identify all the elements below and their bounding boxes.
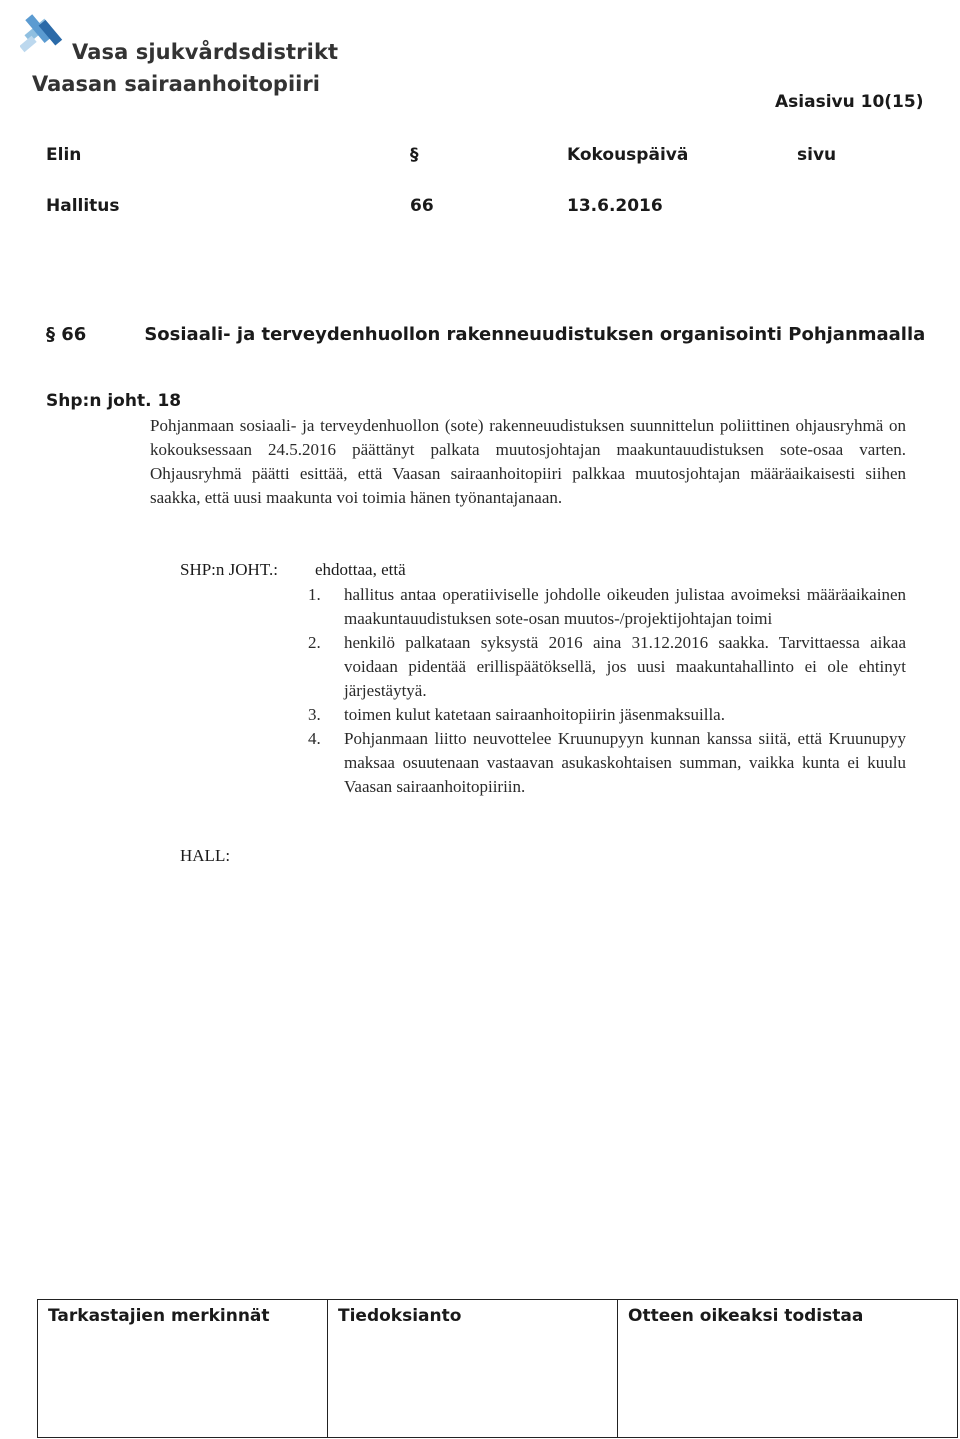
footer-cell-reviewers: Tarkastajien merkinnät xyxy=(38,1300,328,1437)
meta-header-section: § xyxy=(410,145,419,165)
proposal-list xyxy=(308,583,906,799)
list-item-number: 1. xyxy=(308,585,321,604)
list-item-number: 3. xyxy=(308,705,321,724)
list-item xyxy=(308,583,906,631)
section-heading xyxy=(46,324,925,345)
list-item-number: 4. xyxy=(308,729,321,748)
meta-value-section: 66 xyxy=(410,196,434,216)
proposal-intro: ehdottaa, että xyxy=(315,560,406,579)
decision-label: HALL: xyxy=(180,846,231,865)
list-item xyxy=(308,727,906,799)
meta-header-body: Elin xyxy=(46,145,82,165)
list-item-text: henkilö palkataan syksystä 2016 aina 31.12.2016 saakka. Tarvittaessa aikaa voidaan pidentää erillispäätöksellä, jos uusi maakuntahallinto ei ole ehtinyt järjestäytyä. xyxy=(344,633,906,700)
body-paragraph: Pohjanmaan sosiaali- ja terveydenhuollon (sote) rakenneuudistuksen suunnittelun poliittinen ohjausryhmä on kokouksessaan 24.5.2016 päättänyt palkata muutosjohtajan maakuntauudistuksen sote-osaa varten. Ohjausryhmä päätti esittää, että Vaasan sairaanhoitopiiri palkkaa muutosjohtajan määräaikaisesti siihen saakka, että uusi maakunta voi toimia hänen työnantajanaan. xyxy=(150,416,906,507)
footer-cell-certification: Otteen oikeaksi todistaa xyxy=(628,1306,864,1326)
proposal-label: SHP:n JOHT.: xyxy=(180,560,278,579)
section-number: § 66 xyxy=(46,324,87,345)
footer-table xyxy=(37,1299,958,1438)
list-item-text: hallitus antaa operatiiviselle johdolle oikeuden julistaa avoimeksi määräaikainen maakuntauudistuksen sote-osan muutos-/projektijohtajan toimi xyxy=(344,585,906,628)
list-item xyxy=(308,703,906,727)
list-item xyxy=(308,631,906,703)
logo-text-finnish: Vaasan sairaanhoitopiiri xyxy=(32,72,320,96)
list-item-text: toimen kulut katetaan sairaanhoitopiirin jäsenmaksuilla. xyxy=(344,705,725,724)
meta-value-body: Hallitus xyxy=(46,196,120,216)
logo-text-swedish: Vasa sjukvårdsdistrikt xyxy=(72,40,339,64)
hospital-district-logo-icon xyxy=(20,10,80,70)
meta-header-page: sivu xyxy=(797,145,837,165)
page-label: Asiasivu 10(15) xyxy=(775,92,924,112)
reference-label: Shp:n joht. 18 xyxy=(46,391,182,411)
section-title: Sosiaali- ja terveydenhuollon rakenneuudistuksen organisointi Pohjanmaalla xyxy=(144,324,926,345)
list-item-number: 2. xyxy=(308,633,321,652)
meta-header-date: Kokouspäivä xyxy=(567,145,689,165)
list-item-text: Pohjanmaan liitto neuvottelee Kruunupyyn kunnan kanssa siitä, että Kruunupyy maksaa osuutenaan vastaavan asukaskohtaisen summan, vaikka kunta ei kuulu Vaasan sairaanhoitopiiriin. xyxy=(344,729,906,796)
footer-cell-notification: Tiedoksianto xyxy=(328,1300,618,1437)
meta-value-date: 13.6.2016 xyxy=(567,196,663,216)
